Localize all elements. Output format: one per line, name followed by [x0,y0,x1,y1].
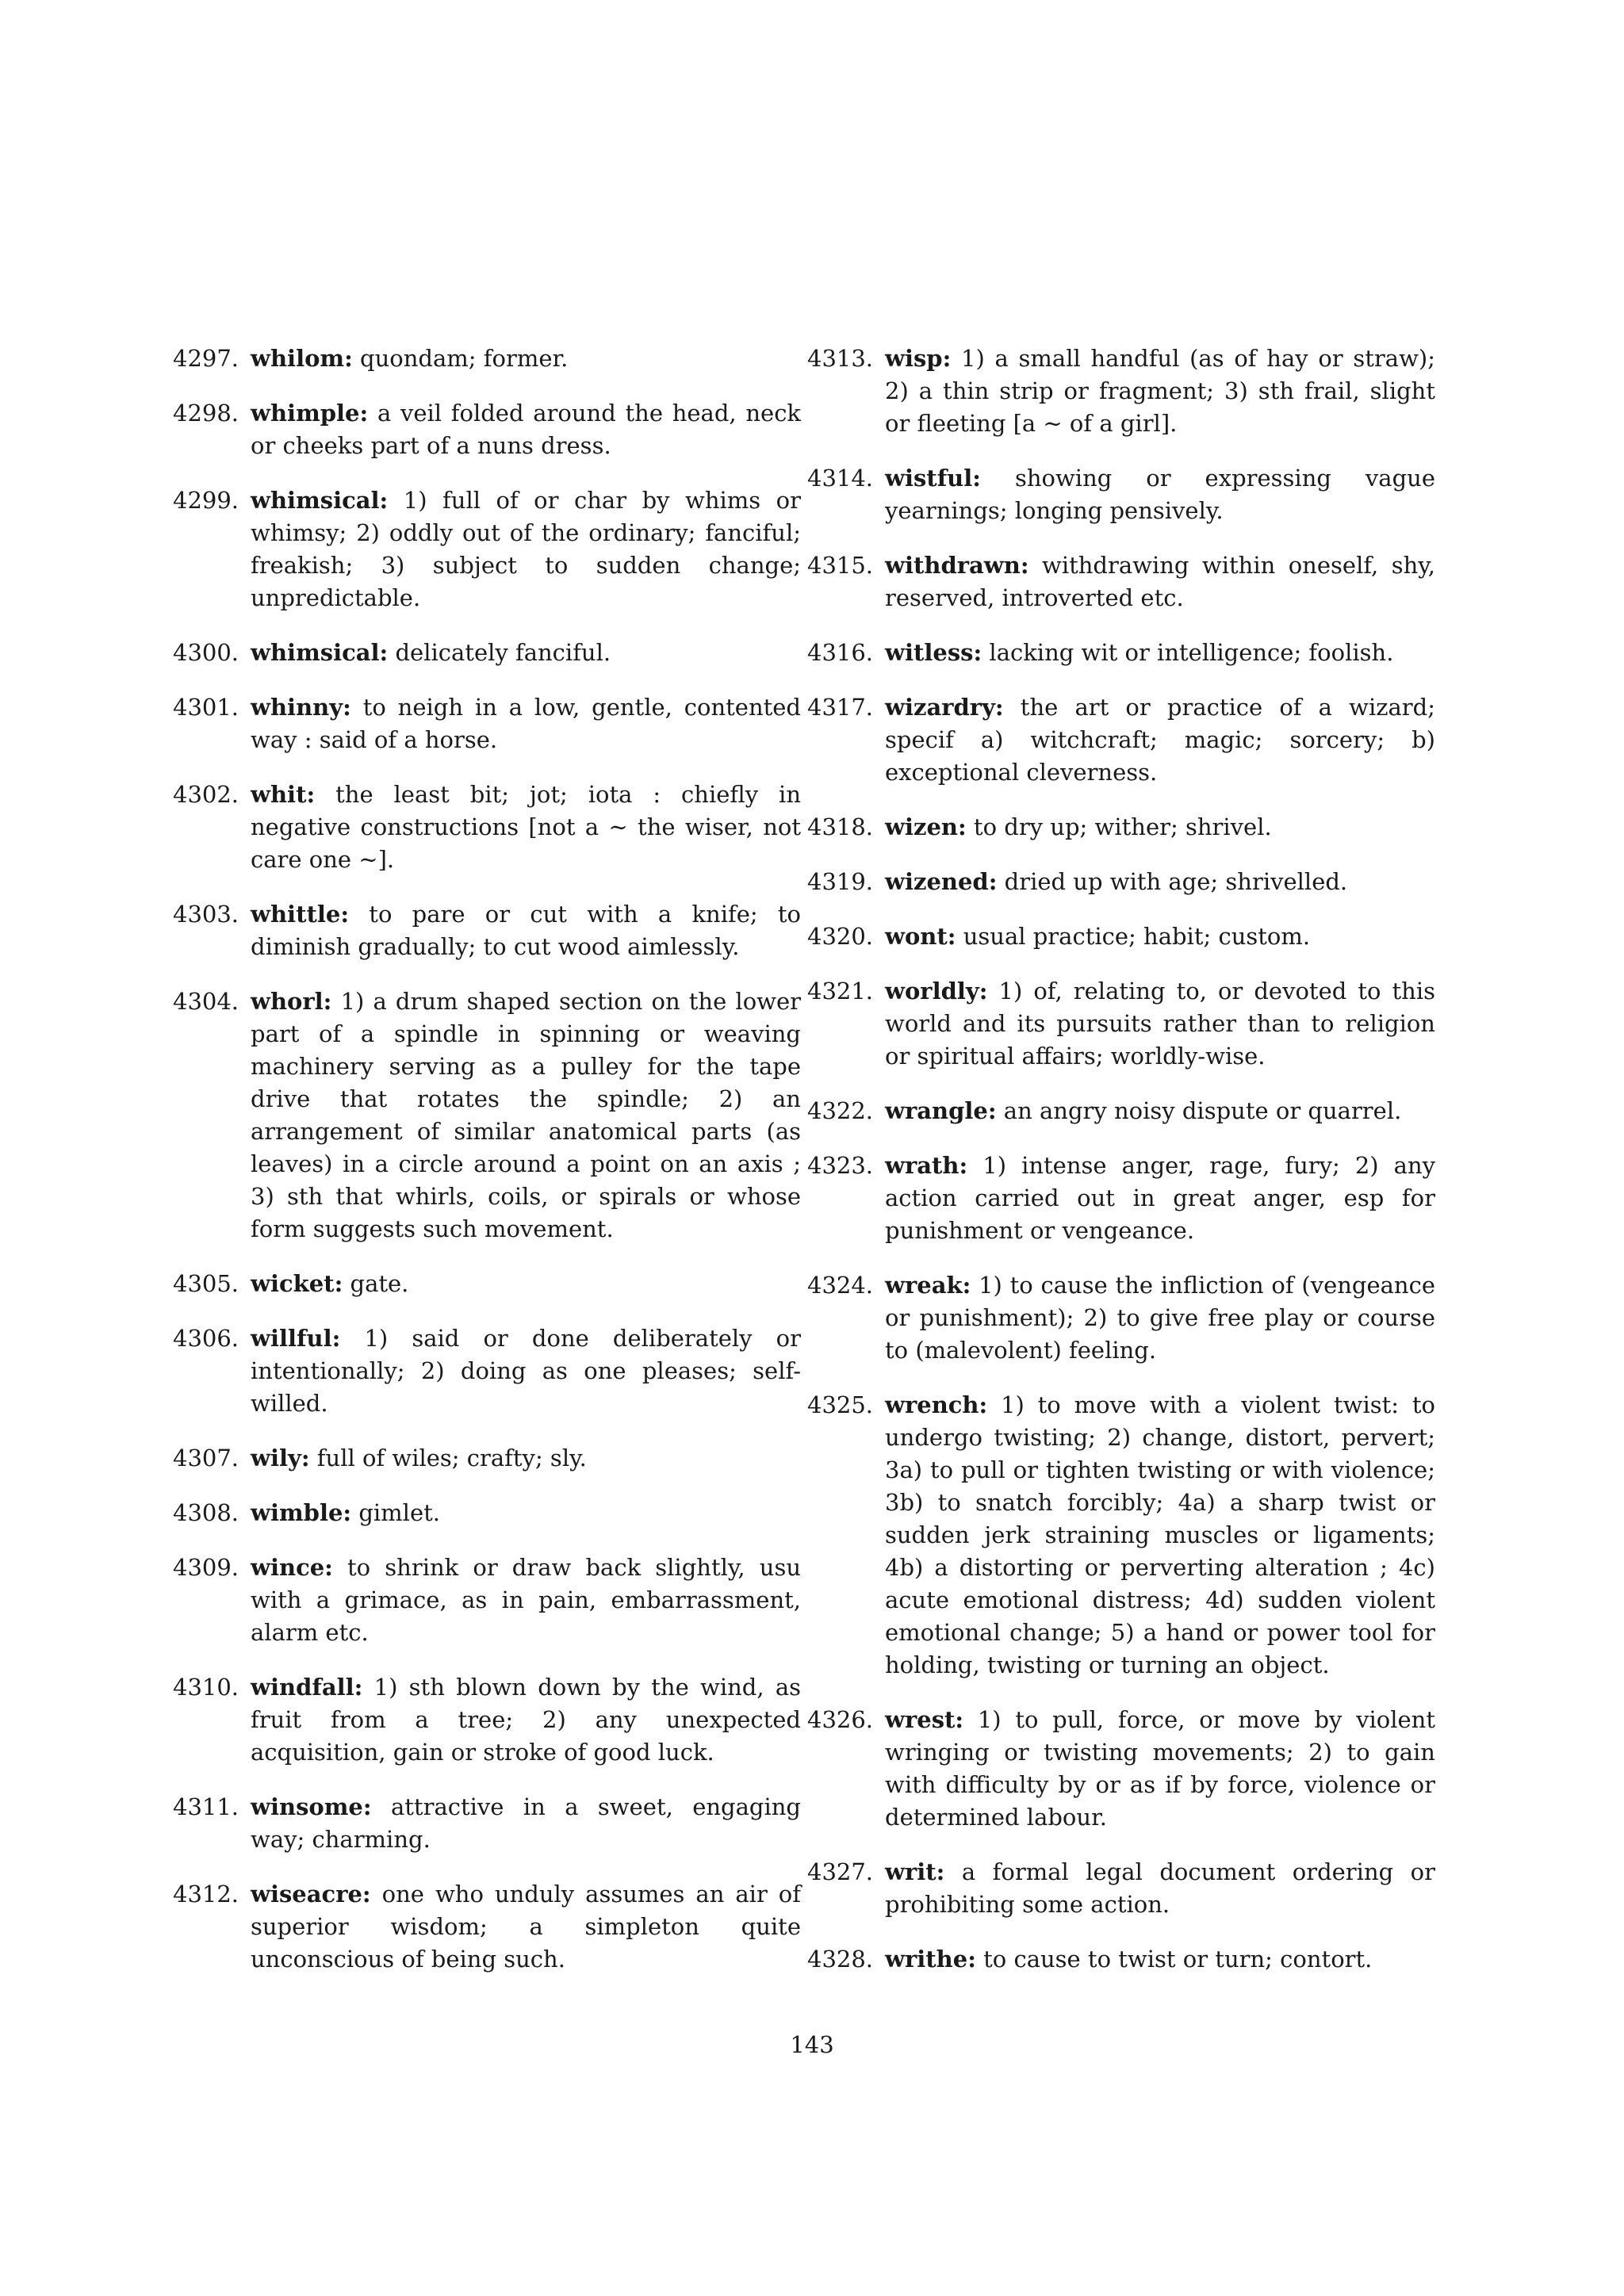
definition: 1) of, relating to, or devoted to this world and its pursuits rather than to religion or spiritual affairs; worldly-wise. [885,978,1436,1070]
dictionary-entry [173,1442,801,1475]
dictionary-entry [807,637,1435,669]
headword: whorl: [251,988,332,1015]
entry-number: 4325. [807,1391,874,1418]
definition: to neigh in a low, gentle, contented way : said of a horse. [251,694,801,753]
dictionary-entry [807,1150,1435,1247]
dictionary-entry [173,898,801,963]
dictionary-entry [173,1552,801,1649]
definition: the art or practice of a wizard; specif a) witchcraft; magic; sorcery; b) exceptional cleverness. [885,694,1435,786]
headword: whimsical: [251,639,389,666]
definition: 1) to pull, force, or move by violent wringing or twisting movements; 2) to gain with difficulty by or as if by force, violence or determined labour. [885,1706,1435,1831]
entry-number: 4324. [807,1272,874,1299]
dictionary-entry [807,975,1435,1073]
dictionary-entry [807,866,1435,898]
definition: dried up with age; shrivelled. [1004,868,1348,895]
headword: wont: [885,923,956,950]
entry-number: 4326. [807,1706,874,1733]
entry-number: 4313. [807,345,874,372]
dictionary-entry [807,549,1435,614]
definition: to dry up; wither; shrivel. [973,813,1272,840]
headword: wreak: [885,1272,971,1299]
headword: whinny: [251,694,351,721]
definition: showing or expressing vague yearnings; longing pensively. [885,465,1435,524]
dictionary-entry [173,985,801,1246]
entry-number: 4303. [173,901,239,928]
definition: 1) a small handful (as of hay or straw); 2) a thin strip or fragment; 3) sth frail, slight or fleeting [a ∼ of a girl]. [885,345,1435,437]
definition: 1) to cause the infliction of (vengeance or punishment); 2) to give free play or course to (malevolent) feeling. [885,1272,1436,1364]
headword: whilom: [251,345,353,372]
definition: 1) said or done deliberately or intentionally; 2) doing as one pleases; self-willed. [251,1325,801,1417]
dictionary-entry [807,811,1435,844]
entry-number: 4319. [807,868,874,895]
entry-number: 4302. [173,781,239,808]
headword: worldly: [885,978,988,1004]
headword: withdrawn: [885,552,1029,579]
dictionary-entry [807,1389,1435,1682]
entry-number: 4309. [173,1554,239,1581]
headword: wistful: [885,465,981,492]
left-column [173,342,801,1998]
headword: whimple: [251,400,369,427]
definition: a formal legal document ordering or prohibiting some action. [885,1858,1436,1918]
definition: 1) to move with a violent twist: to undergo twisting; 2) change, distort, pervert; 3a) to pull or tighten twisting or with violence; 3b) to snatch forcibly; 4a) a sharp twist or sudden jerk straining muscles or ligaments; 4b) a distorting or perverting alteration ; 4c) acute emotional distress; 4d) sudden violent emotional change; 5) a hand or power tool for holding, twisting or turning an object. [885,1391,1435,1678]
entry-number: 4323. [807,1152,874,1179]
definition: usual practice; habit; custom. [963,923,1311,950]
entry-number: 4298. [173,400,239,427]
entry-number: 4310. [173,1674,239,1701]
entry-number: 4317. [807,694,874,721]
definition: withdrawing within oneself, shy, reserved, introverted etc. [885,552,1435,611]
dictionary-entry [807,342,1435,440]
dictionary-entry [807,691,1435,789]
headword: witless: [885,639,982,666]
dictionary-entry [807,462,1435,527]
headword: wizardry: [885,694,1004,721]
definition: delicately fanciful. [395,639,611,666]
entry-number: 4304. [173,988,239,1015]
headword: wiseacre: [251,1881,371,1908]
headword: willful: [251,1325,341,1352]
headword: whit: [251,781,316,808]
dictionary-entry [173,1322,801,1420]
dictionary-entry [173,1497,801,1529]
definition: one who unduly assumes an air of superior wisdom; a simpleton quite unconscious of being such. [251,1881,802,1973]
definition: to shrink or draw back slightly, usu with a grimace, as in pain, embarrassment, alarm etc. [251,1554,801,1646]
page-number: 143 [790,2031,834,2058]
dictionary-entry [173,1268,801,1300]
right-column [807,342,1435,1998]
headword: wrath: [885,1152,968,1179]
headword: winsome: [251,1793,372,1820]
headword: whimsical: [251,487,389,514]
entry-number: 4305. [173,1270,239,1297]
definition: attractive in a sweet, engaging way; charming. [251,1793,801,1853]
dictionary-entry [173,691,801,756]
entry-number: 4300. [173,639,239,666]
entry-number: 4316. [807,639,874,666]
entry-number: 4299. [173,487,239,514]
entry-number: 4297. [173,345,239,372]
dictionary-entry [807,1269,1435,1367]
definition: to pare or cut with a knife; to diminish gradually; to cut wood aimlessly. [251,901,802,960]
definition: 1) sth blown down by the wind, as fruit from a tree; 2) any unexpected acquisition, gain or stroke of good luck. [251,1674,802,1766]
entry-number: 4308. [173,1499,239,1526]
dictionary-entry [807,1704,1435,1834]
entry-number: 4306. [173,1325,239,1352]
entry-number: 4327. [807,1858,874,1885]
definition: 1) intense anger, rage, fury; 2) any action carried out in great anger, esp for punishment or vengeance. [885,1152,1435,1244]
dictionary-entry [173,342,801,375]
entry-number: 4322. [807,1097,874,1124]
headword: wizened: [885,868,998,895]
headword: wimble: [251,1499,352,1526]
headword: wince: [251,1554,333,1581]
dictionary-entry [807,920,1435,953]
entry-number: 4315. [807,552,874,579]
entry-number: 4318. [807,813,874,840]
dictionary-entry [807,1943,1435,1976]
dictionary-entry [173,1791,801,1856]
headword: wily: [251,1445,310,1471]
headword: windfall: [251,1674,363,1701]
dictionary-entry [173,484,801,614]
dictionary-entry [807,1856,1435,1921]
headword: writ: [885,1858,945,1885]
entry-number: 4307. [173,1445,239,1471]
definition: an angry noisy dispute or quarrel. [1003,1097,1402,1124]
entry-number: 4301. [173,694,239,721]
headword: writhe: [885,1946,976,1973]
entry-number: 4312. [173,1881,239,1908]
definition: gimlet. [358,1499,440,1526]
headword: wrench: [885,1391,988,1418]
headword: wrangle: [885,1097,997,1124]
dictionary-entry [807,1095,1435,1127]
entry-number: 4328. [807,1946,874,1973]
dictionary-entry [173,1671,801,1769]
definition: gate. [350,1270,409,1297]
entry-number: 4311. [173,1793,239,1820]
definition: quondam; former. [360,345,569,372]
headword: wicket: [251,1270,343,1297]
dictionary-entry [173,779,801,876]
definition: lacking wit or intelligence; foolish. [989,639,1394,666]
definition: 1) a drum shaped section on the lower part of a spindle in spinning or weaving machinery serving as a pulley for the tape drive that rotates the spindle; 2) an arrangement of similar anatomical parts (as leaves) in a circle around a point on an axis ; 3) sth that whirls, coils, or spirals or whose form suggests such movement. [251,988,801,1242]
dictionary-entry [173,397,801,462]
entry-number: 4314. [807,465,874,492]
entry-number: 4320. [807,923,874,950]
dictionary-entry [173,637,801,669]
definition: 1) full of or char by whims or whimsy; 2) oddly out of the ordinary; fanciful; freakish; 3) subject to sudden change; unpredictable. [251,487,801,611]
entry-number: 4321. [807,978,874,1004]
headword: wizen: [885,813,967,840]
definition: full of wiles; crafty; sly. [316,1445,587,1471]
definition: the least bit; jot; iota : chiefly in negative constructions [not a ∼ the wiser, not care one ∼]. [251,781,802,873]
headword: wisp: [885,345,952,372]
definition: to cause to twist or turn; contort. [983,1946,1373,1973]
definition: a veil folded around the head, neck or cheeks part of a nuns dress. [251,400,802,459]
dictionary-entry [173,1878,801,1976]
headword: wrest: [885,1706,964,1733]
headword: whittle: [251,901,350,928]
